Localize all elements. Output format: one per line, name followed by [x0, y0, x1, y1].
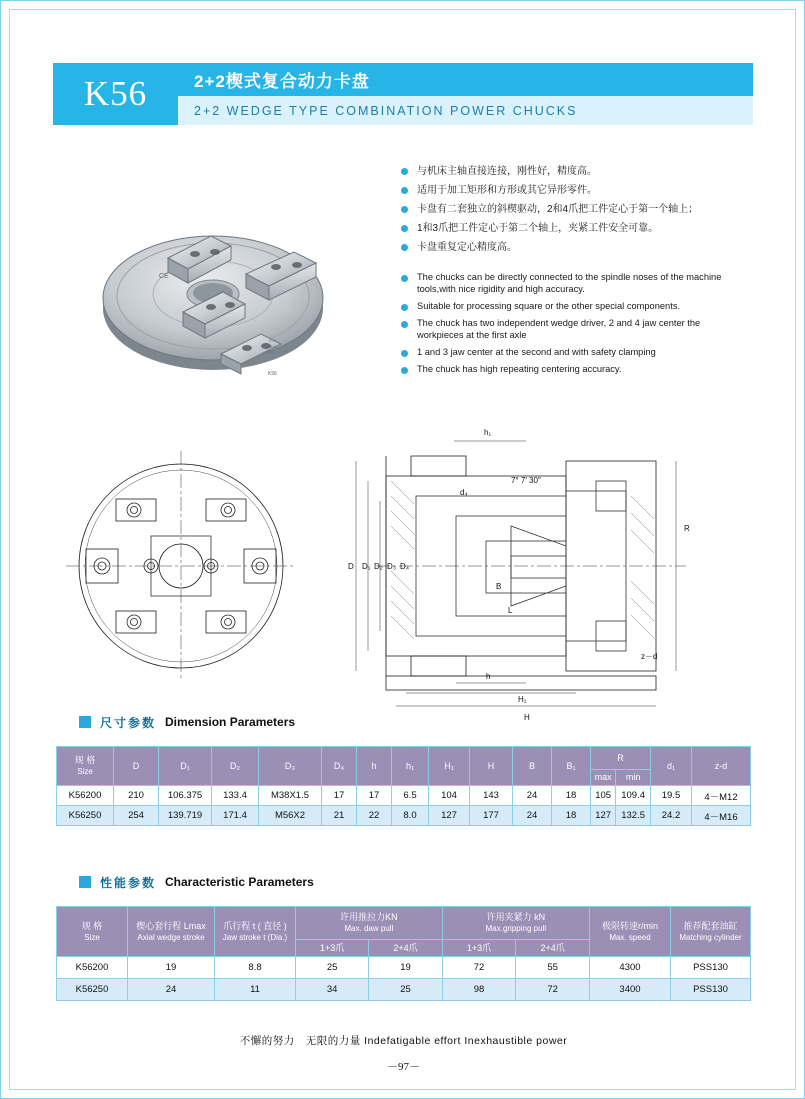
table-row: [57, 957, 751, 979]
product-code-badge: [53, 63, 178, 125]
svg-text:B: B: [496, 582, 502, 591]
section-marker-icon: [79, 876, 91, 888]
char-col-size: 规 格 Size: [57, 907, 128, 957]
char-col-draw-24: 2+4爪: [369, 940, 442, 957]
svg-text:KG: KG: [269, 350, 275, 355]
cell-draw-24: 25: [369, 979, 442, 1001]
page-title-en: 2+2 WEDGE TYPE COMBINATION POWER CHUCKS: [178, 96, 753, 125]
svg-text:H: H: [524, 713, 530, 722]
cell-R-max: 105: [591, 786, 616, 806]
svg-text:L: L: [508, 606, 513, 615]
cell-size: K56200: [57, 957, 128, 979]
dim-col-D1: D₁: [159, 747, 212, 786]
dim-col-H: H: [470, 747, 513, 786]
cell-max-speed: 3400: [590, 979, 671, 1001]
dim-col-R-max: max: [591, 770, 616, 786]
cell-stroke: 24: [128, 979, 215, 1001]
cell-draw-13: 34: [296, 979, 369, 1001]
page-number: －97－: [387, 1061, 420, 1073]
cell-H: 143: [470, 786, 513, 806]
section-marker-icon: [79, 716, 91, 728]
cell-size: K56250: [57, 806, 114, 826]
cell-B1: 18: [552, 786, 591, 806]
cell-D: 254: [114, 806, 159, 826]
cell-h1: 6.5: [392, 786, 429, 806]
svg-text:CE: CE: [159, 273, 169, 280]
feature-item: 适用于加工矩形和方形或其它异形零件。: [401, 183, 731, 198]
dim-col-H1: H₁: [429, 747, 470, 786]
svg-text:h: h: [486, 672, 491, 681]
dimension-parameters-table: [56, 746, 751, 826]
dim-col-R-min: min: [616, 770, 651, 786]
cell-D1: 139.719: [159, 806, 212, 826]
dim-col-R-group: R: [591, 747, 651, 770]
cell-D3: M38X1.5: [259, 786, 322, 806]
section-title-en: Dimension Parameters: [165, 715, 296, 729]
page-footer: [1, 1033, 805, 1074]
char-col-draw-pull: 许用推拉力KN Max. daw pull: [296, 907, 443, 940]
feature-list: [401, 164, 731, 380]
dim-col-h: h: [357, 747, 392, 786]
svg-text:MAX: MAX: [269, 344, 278, 349]
power-chuck-illustration: [63, 166, 383, 386]
dim-col-D: D: [114, 747, 159, 786]
cell-B1: 18: [552, 806, 591, 826]
dim-col-size: 规 格 Size: [57, 747, 114, 786]
feature-list-en: [401, 271, 731, 375]
char-col-stroke: 楔心套行程 Lmax Axial wedge stroke: [128, 907, 215, 957]
cell-grip-13: 98: [442, 979, 516, 1001]
dim-col-D3: D₃: [259, 747, 322, 786]
feature-item: The chuck has two independent wedge driver, 2 and 4 jaw center the workpieces at the first axle: [401, 317, 731, 341]
char-col-draw-13: 1+3爪: [296, 940, 369, 957]
section-title-en: Characteristic Parameters: [165, 875, 314, 889]
page-header: [53, 63, 753, 125]
section-title-cn: 尺寸参数: [100, 715, 157, 730]
cell-H1: 104: [429, 786, 470, 806]
cell-cylinder: PSS130: [671, 957, 751, 979]
table-row: [57, 979, 751, 1001]
svg-text:d₄: d₄: [460, 488, 468, 497]
feature-item: 1 and 3 jaw center at the second and with safety clamping: [401, 346, 731, 358]
cell-size: K56250: [57, 979, 128, 1001]
feature-item: 卡盘重复定心精度高。: [401, 240, 731, 255]
feature-item: The chuck has high repeating centering accuracy.: [401, 363, 731, 375]
cell-h: 22: [357, 806, 392, 826]
product-code: K56: [83, 74, 148, 113]
cell-stroke: 19: [128, 957, 215, 979]
drawing-svg: [56, 421, 756, 726]
cell-cylinder: PSS130: [671, 979, 751, 1001]
char-col-max-speed: 极限转速r/min Max. speed: [590, 907, 671, 957]
dim-col-D2: D₂: [212, 747, 259, 786]
section-title-dimension: [79, 713, 295, 731]
char-col-grip-13: 1+3爪: [442, 940, 516, 957]
dim-col-B: B: [513, 747, 552, 786]
cell-D2: 171.4: [212, 806, 259, 826]
cell-size: K56200: [57, 786, 114, 806]
feature-list-cn: [401, 164, 731, 255]
cell-h1: 8.0: [392, 806, 429, 826]
cell-R-max: 127: [591, 806, 616, 826]
cell-draw-13: 25: [296, 957, 369, 979]
svg-text:D₄: D₄: [400, 562, 410, 571]
feature-item: 卡盘有二套独立的斜楔驱动，2和4爪把工件定心于第一个轴上；: [401, 202, 731, 217]
cell-R-min: 109.4: [616, 786, 651, 806]
svg-text:S.N.: S.N.: [269, 338, 277, 343]
dim-col-d1: d₁: [651, 747, 692, 786]
dimension-table-body: [57, 786, 751, 826]
dim-col-zd: z-d: [692, 747, 751, 786]
characteristic-parameters-table: [56, 906, 751, 1001]
cell-d1: 19.5: [651, 786, 692, 806]
cell-grip-13: 72: [442, 957, 516, 979]
char-col-grip-24: 2+4爪: [516, 940, 590, 957]
svg-text:D₂: D₂: [374, 562, 383, 571]
feature-item: Suitable for processing square or the other special components.: [401, 300, 731, 312]
dim-col-h1: h₁: [392, 747, 429, 786]
svg-text:D: D: [348, 562, 354, 571]
feature-item: 与机床主轴直接连接，刚性好，精度高。: [401, 164, 731, 179]
cell-max-speed: 4300: [590, 957, 671, 979]
table-row: [57, 786, 751, 806]
cell-grip-24: 72: [516, 979, 590, 1001]
product-photo: [63, 166, 383, 386]
section-title-characteristic: [79, 873, 314, 891]
page-title-cn: 2+2楔式复合动力卡盘: [178, 63, 753, 96]
cell-d1: 24.2: [651, 806, 692, 826]
section-title-cn: 性能参数: [100, 875, 157, 890]
cell-h: 17: [357, 786, 392, 806]
cell-D2: 133.4: [212, 786, 259, 806]
cell-jaw-stroke: 11: [215, 979, 296, 1001]
cell-draw-24: 19: [369, 957, 442, 979]
cell-grip-24: 55: [516, 957, 590, 979]
feature-item: The chucks can be directly connected to the spindle noses of the machine tools,with nice rigidity and high accuracy.: [401, 271, 731, 295]
cell-H1: 127: [429, 806, 470, 826]
cell-H: 177: [470, 806, 513, 826]
table-row: [57, 806, 751, 826]
svg-text:K56: K56: [268, 371, 277, 377]
cell-B: 24: [513, 806, 552, 826]
char-col-cylinder: 推荐配套油缸 Matching cylinder: [671, 907, 751, 957]
svg-text:z－d: z－d: [641, 652, 658, 661]
characteristic-table-body: [57, 957, 751, 1001]
cell-B: 24: [513, 786, 552, 806]
svg-text:D₃: D₃: [387, 562, 397, 571]
cell-D4: 17: [322, 786, 357, 806]
characteristic-table-head: [57, 907, 751, 957]
cell-D1: 106.375: [159, 786, 212, 806]
svg-text:h₁: h₁: [484, 428, 492, 437]
cell-D4: 21: [322, 806, 357, 826]
cell-zd: 4－M12: [692, 786, 751, 806]
cell-zd: 4－M16: [692, 806, 751, 826]
dimension-table-head: [57, 747, 751, 786]
cell-jaw-stroke: 8.8: [215, 957, 296, 979]
dim-col-D4: D₄: [322, 747, 357, 786]
char-col-jaw-stroke: 爪行程 t ( 直径 ) Jaw stroke t (Dia.): [215, 907, 296, 957]
technical-drawings: [56, 421, 756, 726]
feature-item: 1和3爪把工件定心于第二个轴上，夹紧工件安全可靠。: [401, 221, 731, 236]
cell-R-min: 132.5: [616, 806, 651, 826]
svg-text:H₁: H₁: [518, 695, 527, 704]
header-titles: [178, 63, 753, 125]
svg-text:D₁: D₁: [362, 562, 371, 571]
char-col-gripping-pull: 许用夹紧力 kN Max.gripping pull: [442, 907, 589, 940]
dim-col-B1: B₁: [552, 747, 591, 786]
footer-slogan: 不懈的努力 无限的力量 Indefatigable effort Inexhaustible power: [239, 1035, 568, 1047]
svg-text:R: R: [684, 524, 690, 533]
svg-text:7° 7′ 30″: 7° 7′ 30″: [511, 476, 541, 485]
cell-D3: M56X2: [259, 806, 322, 826]
cell-D: 210: [114, 786, 159, 806]
